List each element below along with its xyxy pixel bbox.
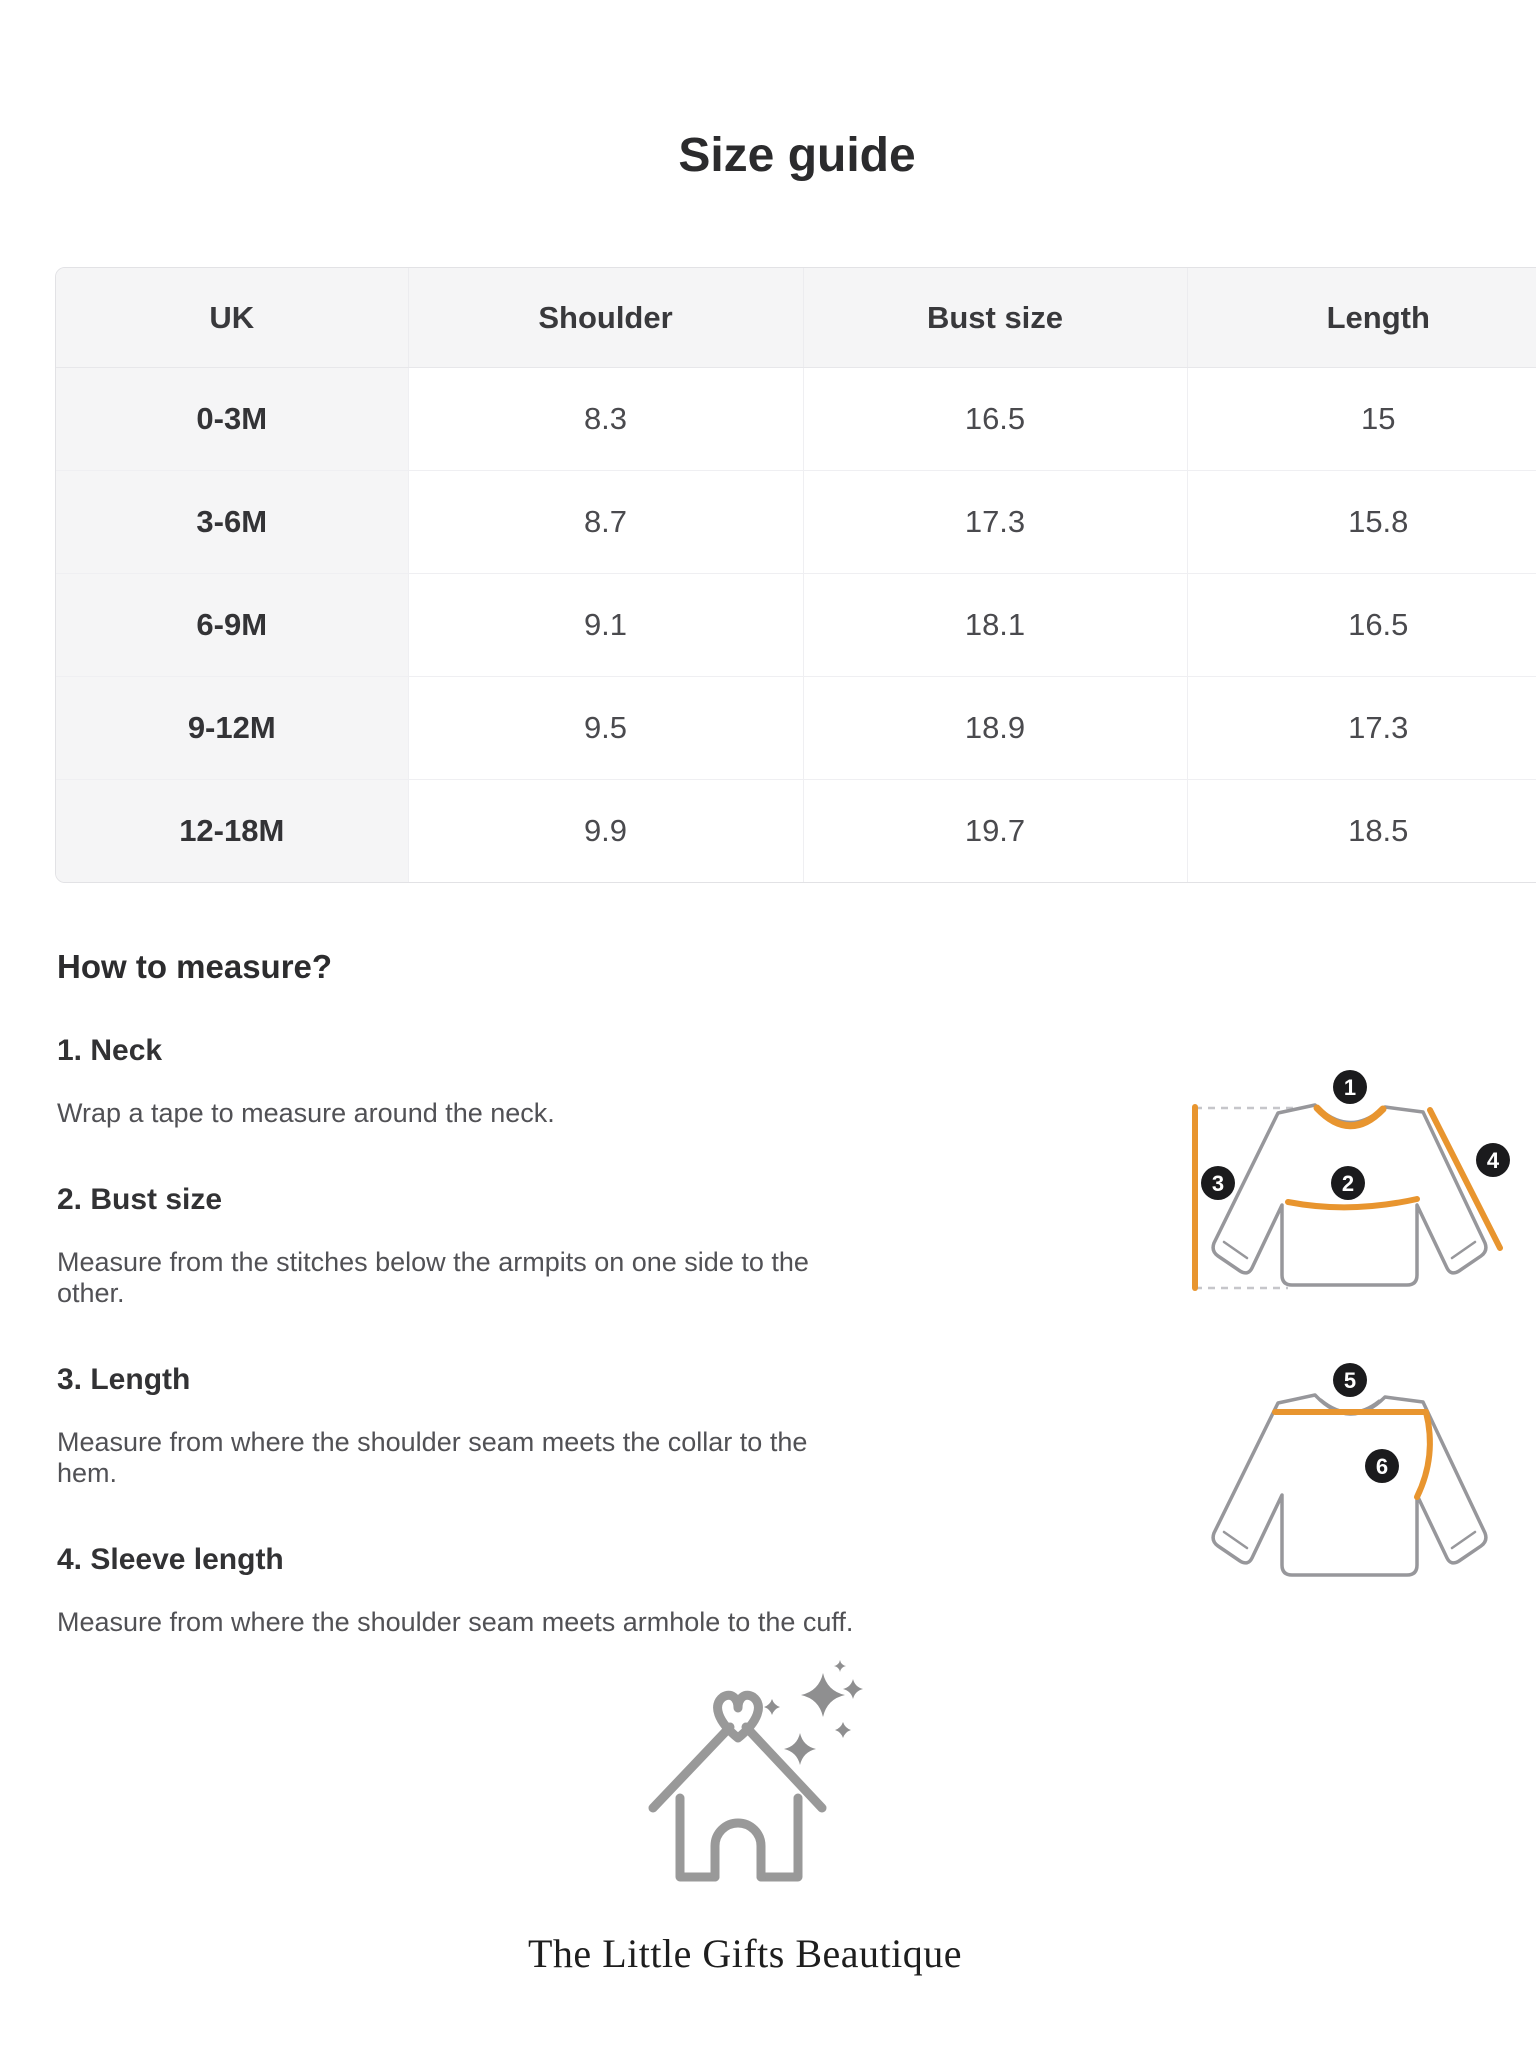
measure-steps <box>57 1034 857 1638</box>
svg-text:5: 5 <box>1343 1368 1357 1393</box>
size-table-row <box>56 677 1536 780</box>
size-guide-table <box>55 267 1536 883</box>
size-value-cell: 16.5 <box>803 368 1187 471</box>
badge-6 <box>1365 1449 1399 1483</box>
size-value-cell: 17.3 <box>1187 677 1536 780</box>
size-value-cell: 17.3 <box>803 471 1187 574</box>
column-header-shoulder: Shoulder <box>408 268 803 368</box>
size-value-cell: 15 <box>1187 368 1536 471</box>
measure-step <box>57 1543 857 1638</box>
svg-text:2: 2 <box>1341 1171 1355 1196</box>
size-value-cell: 18.5 <box>1187 780 1536 883</box>
page-title: Size guide <box>678 129 916 182</box>
measure-step-title: 1. Neck <box>57 1034 163 1067</box>
size-table-row <box>56 574 1536 677</box>
size-row-label: 0-3M <box>56 368 408 471</box>
size-value-cell: 8.7 <box>408 471 803 574</box>
sparkles-icon <box>764 1660 863 1765</box>
house-heart-icon <box>653 1695 822 1877</box>
shirt-diagram-shoulder <box>1140 1330 1536 1630</box>
measure-step-title: 4. Sleeve length <box>57 1543 284 1576</box>
shirt-outline <box>1213 1395 1486 1575</box>
size-value-cell: 9.1 <box>408 574 803 677</box>
badge-1 <box>1333 1070 1367 1104</box>
measure-step-description: Measure from where the shoulder seam meets armhole to the cuff. <box>57 1607 854 1637</box>
size-row-label: 6-9M <box>56 574 408 677</box>
size-row-label: 12-18M <box>56 780 408 883</box>
badge-2 <box>1331 1166 1365 1200</box>
badge-3 <box>1201 1166 1235 1200</box>
badge-4 <box>1476 1143 1510 1177</box>
size-value-cell: 16.5 <box>1187 574 1536 677</box>
measure-step <box>57 1363 857 1489</box>
size-table-row <box>56 471 1536 574</box>
size-value-cell: 18.9 <box>803 677 1187 780</box>
badge-5 <box>1333 1363 1367 1397</box>
svg-text:4: 4 <box>1486 1148 1500 1173</box>
shirt-diagram-front <box>1140 1030 1536 1330</box>
measure-step-description: Measure from the stitches below the armpits on one side to the other. <box>57 1247 809 1308</box>
measure-step-description: Wrap a tape to measure around the neck. <box>57 1098 555 1128</box>
size-row-label: 9-12M <box>56 677 408 780</box>
measure-step-description: Measure from where the shoulder seam meets the collar to the hem. <box>57 1427 808 1488</box>
how-to-measure-heading: How to measure? <box>57 948 333 985</box>
svg-text:6: 6 <box>1375 1454 1389 1479</box>
brand-logo <box>600 1650 900 1900</box>
size-row-label: 3-6M <box>56 471 408 574</box>
column-header-uk: UK <box>56 268 408 368</box>
measure-step <box>57 1183 857 1309</box>
column-header-length: Length <box>1187 268 1536 368</box>
size-value-cell: 9.9 <box>408 780 803 883</box>
size-value-cell: 9.5 <box>408 677 803 780</box>
size-table-row <box>56 780 1536 883</box>
measure-step-title: 3. Length <box>57 1363 191 1396</box>
size-value-cell: 8.3 <box>408 368 803 471</box>
measure-step-title: 2. Bust size <box>57 1183 223 1216</box>
measure-step <box>57 1034 857 1129</box>
size-value-cell: 19.7 <box>803 780 1187 883</box>
svg-text:1: 1 <box>1343 1075 1357 1100</box>
size-value-cell: 18.1 <box>803 574 1187 677</box>
svg-text:3: 3 <box>1211 1171 1225 1196</box>
size-table-row <box>56 368 1536 471</box>
size-value-cell: 15.8 <box>1187 471 1536 574</box>
table-header-row <box>56 268 1536 368</box>
how-to-measure-section <box>57 948 857 1692</box>
column-header-bust: Bust size <box>803 268 1187 368</box>
size-table-body <box>56 368 1536 883</box>
brand-name: The Little Gifts Beautique <box>528 1931 962 1976</box>
